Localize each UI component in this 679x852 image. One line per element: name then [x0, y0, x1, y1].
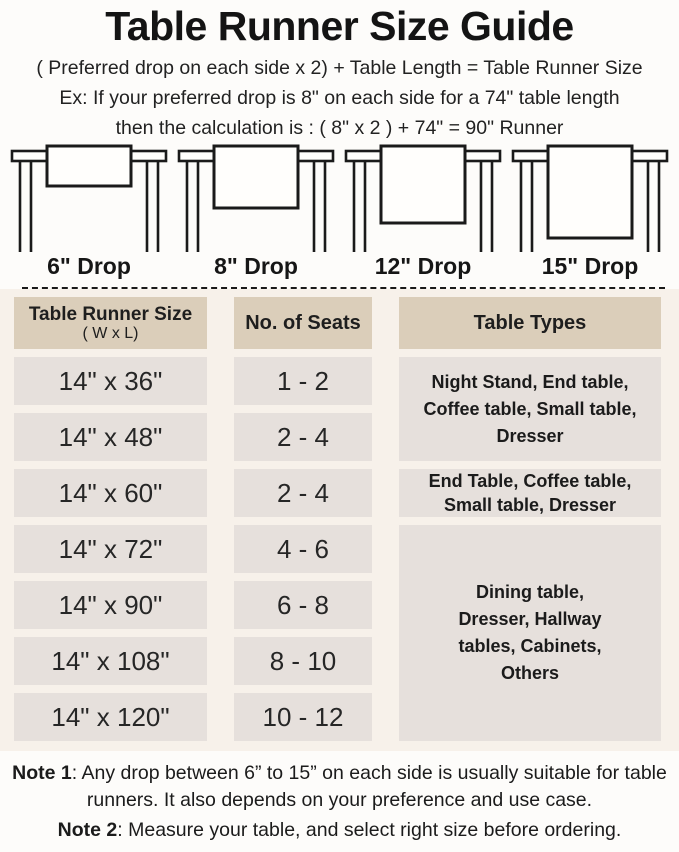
- note-2: [10, 817, 669, 844]
- table-side-view-12in-icon: [343, 144, 503, 252]
- note-1-label: Note 1: [12, 762, 72, 784]
- runner-rect: [214, 146, 298, 208]
- seats-cell-row4: 4 - 6: [234, 525, 372, 573]
- seats-cell-row1: 1 - 2: [234, 357, 372, 405]
- runner-rect: [548, 146, 632, 238]
- seats-cell-row3: 2 - 4: [234, 469, 372, 517]
- formula-text: ( Preferred drop on each side x 2) + Table Length = Table Runner Size: [36, 57, 643, 79]
- types-cell-small-tables: Night Stand, End table, Coffee table, Small table, Dresser: [399, 357, 661, 461]
- header-seats: No. of Seats: [234, 297, 372, 349]
- header-runner-size: [14, 297, 207, 349]
- drop-label-8in: 8" Drop: [214, 253, 298, 279]
- note-1-text: : Any drop between 6” to 15” on each side is usually suitable for table runners. It also depends on your preference and use case.: [71, 762, 667, 812]
- types-cell-large-tables: Dining table, Dresser, Hallway tables, Cabinets, Others: [399, 525, 661, 741]
- size-cell-row4: 14" x 72": [14, 525, 207, 573]
- size-cell-row5: 14" x 90": [14, 581, 207, 629]
- size-cell-row1: 14" x 36": [14, 357, 207, 405]
- table-side-view-6in-icon: [9, 144, 169, 252]
- table-side-view-15in-icon: [510, 144, 670, 252]
- drop-illustrations-row: [0, 140, 679, 280]
- drop-illustration-6in: [8, 144, 170, 280]
- note-2-text: : Measure your table, and select right size before ordering.: [117, 818, 622, 841]
- notes-section: [0, 751, 679, 852]
- runner-rect: [47, 146, 131, 186]
- size-table: [0, 297, 679, 741]
- size-cell-row7: 14" x 120": [14, 693, 207, 741]
- drop-label-12in: 12" Drop: [374, 253, 472, 279]
- page-title: Table Runner Size Guide: [105, 3, 574, 49]
- table-side-view-8in-icon: [176, 144, 336, 252]
- size-cell-row3: 14" x 60": [14, 469, 207, 517]
- example-line-2: then the calculation is : ( 8" x 2 ) + 74" = 90" Runner: [115, 117, 564, 139]
- size-cell-row6: 14" x 108": [14, 637, 207, 685]
- header-table-types: Table Types: [399, 297, 661, 349]
- drop-label-15in: 15" Drop: [541, 253, 639, 279]
- seats-cell-row2: 2 - 4: [234, 413, 372, 461]
- header-runner-size-line1: Table Runner Size: [28, 303, 193, 325]
- drop-illustration-15in: [509, 144, 671, 280]
- seats-cell-row6: 8 - 10: [234, 637, 372, 685]
- size-table-panel: [0, 289, 679, 751]
- drop-illustration-12in: [342, 144, 504, 280]
- drop-label-6in: 6" Drop: [47, 253, 131, 279]
- seats-cell-row5: 6 - 8: [234, 581, 372, 629]
- note-2-label: Note 2: [57, 818, 118, 841]
- seats-cell-row7: 10 - 12: [234, 693, 372, 741]
- example-line-1: Ex: If your preferred drop is 8" on each side for a 74" table length: [59, 87, 620, 109]
- header-runner-size-line2: ( W x L): [82, 324, 139, 342]
- runner-rect: [381, 146, 465, 223]
- note-1: [10, 760, 669, 815]
- drop-illustration-8in: [175, 144, 337, 280]
- types-cell-medium-tables: End Table, Coffee table, Small table, Dresser: [399, 469, 661, 517]
- size-cell-row2: 14" x 48": [14, 413, 207, 461]
